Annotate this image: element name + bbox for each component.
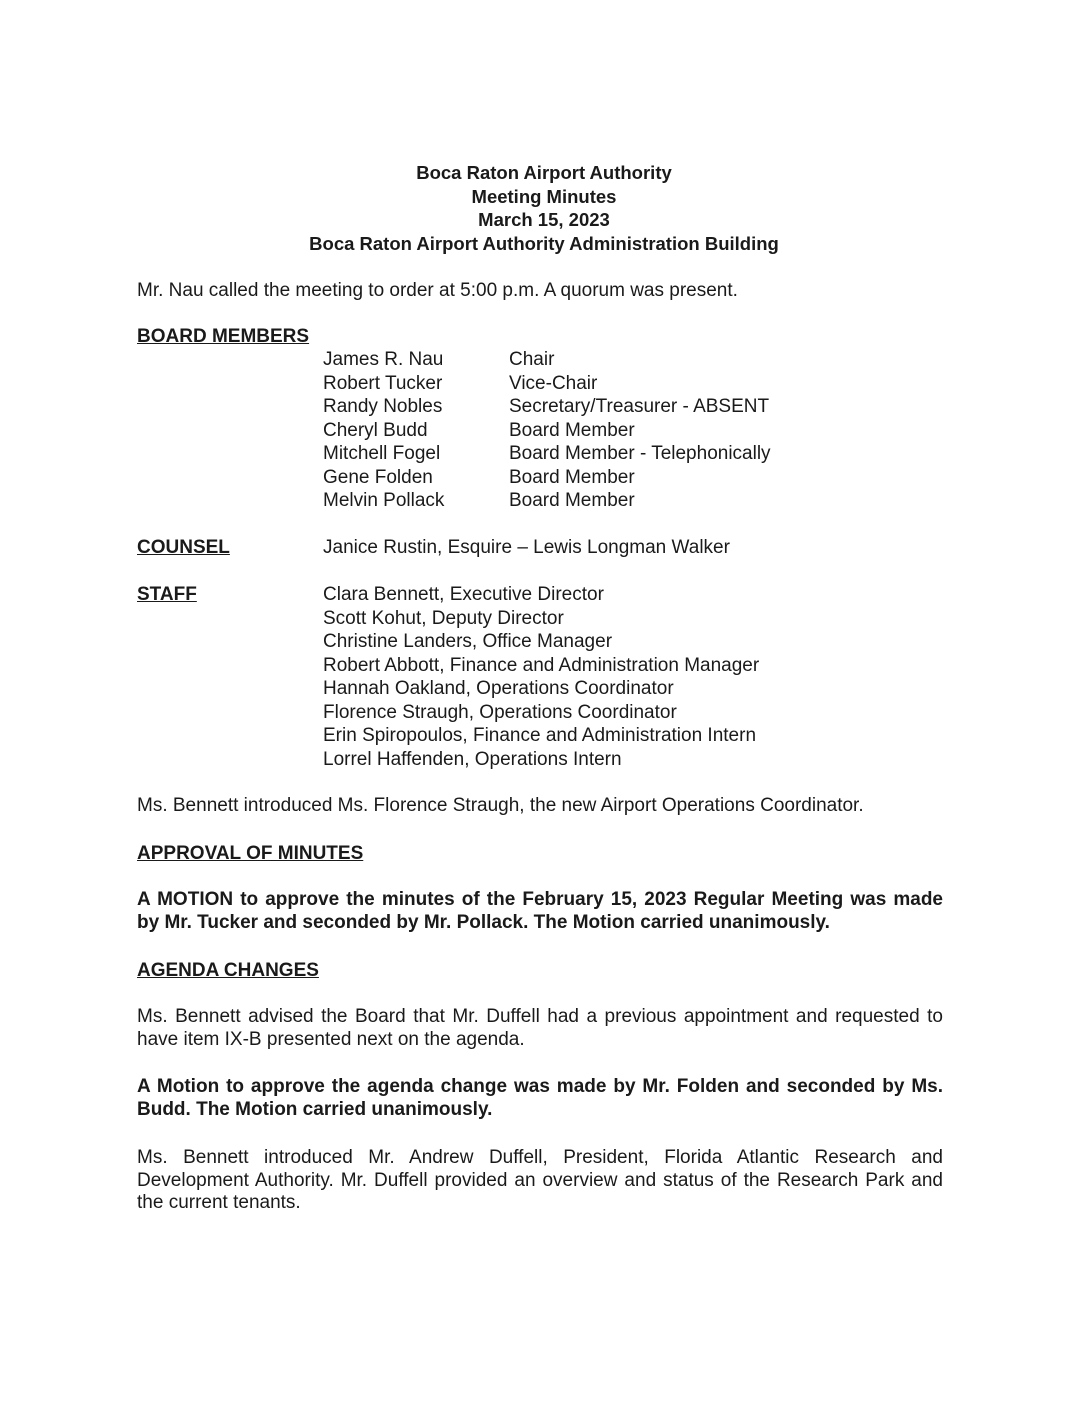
- board-member-name: Melvin Pollack: [323, 490, 445, 511]
- board-member-name: Gene Folden: [323, 466, 433, 488]
- introduction-text: Ms. Bennett introduced Ms. Florence Straugh, the new Airport Operations Coordinator.: [137, 795, 864, 816]
- board-member-row: [323, 348, 771, 372]
- board-member-name: James R. Nau: [323, 349, 444, 370]
- header-location: Boca Raton Airport Authority Administration Building: [309, 232, 779, 254]
- counsel-text: Janice Rustin, Esquire – Lewis Longman Walker: [323, 537, 730, 558]
- agenda-change-motion-text: A Motion to approve the agenda change was made by Mr. Folden and seconded by Ms. Budd. The Motion carried unanimously.: [137, 1076, 943, 1120]
- staff-member: Hannah Oakland, Operations Coordinator: [323, 678, 674, 699]
- approval-motion-text: A MOTION to approve the minutes of the February 15, 2023 Regular Meeting was made by Mr. Tucker and seconded by Mr. Pollack. The Motion carried unanimously.: [137, 889, 943, 933]
- staff-member: Christine Landers, Office Manager: [323, 631, 613, 652]
- board-members-heading: BOARD MEMBERS: [137, 326, 310, 347]
- staff-heading: STAFF: [137, 584, 197, 605]
- board-member-name: Mitchell Fogel: [323, 443, 441, 464]
- counsel-heading: COUNSEL: [137, 537, 230, 558]
- staff-member: Florence Straugh, Operations Coordinator: [323, 701, 677, 723]
- document-header: [0, 161, 1088, 255]
- agenda-changes-heading: AGENDA CHANGES: [137, 960, 319, 981]
- board-member-name: Robert Tucker: [323, 372, 443, 394]
- board-member-row: [323, 489, 771, 513]
- header-document-type: Meeting Minutes: [471, 185, 617, 207]
- duffell-introduction-text: Ms. Bennett introduced Mr. Andrew Duffell, President, Florida Atlantic Research and Development Authority. Mr. Duffell provided an overview and status of the Research Park and the current tenants.: [137, 1147, 943, 1213]
- board-member-row: [323, 466, 771, 490]
- board-member-name: Randy Nobles: [323, 396, 443, 417]
- staff-member: Clara Bennett, Executive Director: [323, 584, 604, 605]
- staff-member: Erin Spiropoulos, Finance and Administration Intern: [323, 725, 757, 746]
- call-to-order-text: Mr. Nau called the meeting to order at 5:00 p.m. A quorum was present.: [137, 280, 738, 301]
- board-member-row: [323, 372, 771, 396]
- board-member-role: Board Member: [509, 419, 635, 441]
- staff-list: [323, 583, 759, 771]
- board-member-role: Vice-Chair: [509, 372, 598, 394]
- board-member-name: Cheryl Budd: [323, 419, 428, 441]
- board-member-row: [323, 419, 771, 443]
- board-member-role: Board Member: [509, 490, 635, 511]
- header-date: March 15, 2023: [478, 209, 610, 230]
- board-member-row: [323, 395, 771, 419]
- board-members-list: [323, 348, 771, 513]
- staff-member: Scott Kohut, Deputy Director: [323, 607, 564, 629]
- agenda-changes-text: Ms. Bennett advised the Board that Mr. Duffell had a previous appointment and requested to have item IX-B presented next on the agenda.: [137, 1006, 943, 1050]
- board-member-role: Board Member: [509, 466, 635, 488]
- approval-of-minutes-heading: APPROVAL OF MINUTES: [137, 843, 364, 864]
- board-member-role: Board Member - Telephonically: [509, 443, 771, 464]
- board-member-role: Secretary/Treasurer - ABSENT: [509, 396, 770, 417]
- board-member-role: Chair: [509, 349, 555, 370]
- staff-member: Lorrel Haffenden, Operations Intern: [323, 748, 622, 770]
- header-organization: Boca Raton Airport Authority: [416, 162, 672, 183]
- staff-member: Robert Abbott, Finance and Administration Manager: [323, 654, 760, 676]
- board-member-row: [323, 442, 771, 466]
